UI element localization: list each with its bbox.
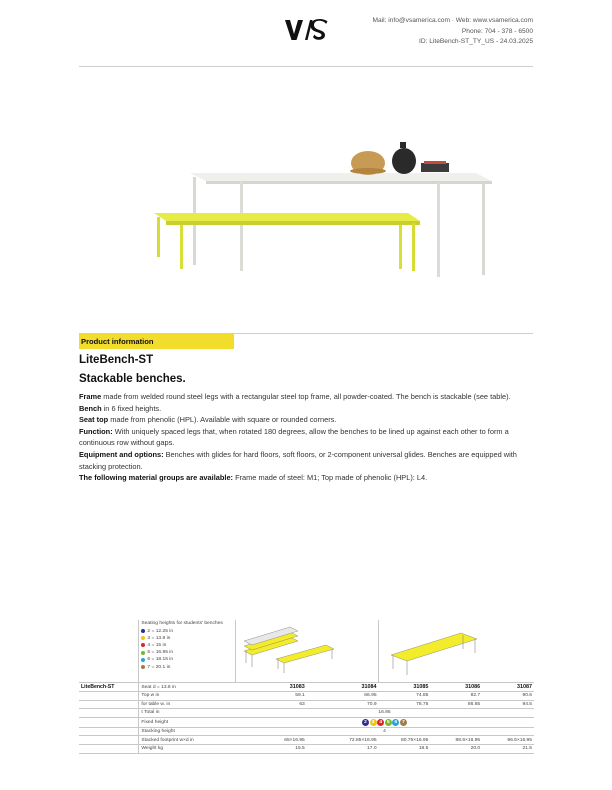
height-3-icon: 3 — [370, 719, 377, 726]
spec-row: Top w in 59.1 66.95 74.85 82.7 90.6 — [79, 692, 534, 701]
spec-row: t Total in 16.95 — [79, 709, 534, 718]
spec-row: Stacked footprint w×d in 65×16.95 72.85×16.95 80.75×16.95 88.6×16.95 96.5×16.95 — [79, 736, 534, 745]
height-item: 2 = 12.25 in — [141, 628, 232, 635]
single-bench-drawing — [379, 620, 534, 683]
height-2-icon: 2 — [362, 719, 369, 726]
height-dot-icon — [141, 643, 145, 647]
header-divider — [79, 66, 533, 67]
height-item: 4 = 15 in — [141, 642, 232, 649]
spec-header-row — [79, 620, 534, 683]
seating-heights-legend — [139, 620, 235, 683]
product-name: LiteBench-ST — [79, 354, 154, 366]
seating-heights-title: Seating heights for students' benches — [141, 621, 223, 626]
contact-block — [373, 16, 533, 48]
spec-product-label: LiteBench-ST — [79, 683, 139, 692]
spec-row: Fixed height 2 3 4 5 6 7 — [79, 717, 534, 727]
height-item: 5 = 16.95 in — [141, 649, 232, 656]
height-4-icon: 4 — [377, 719, 384, 726]
height-item: 3 = 13.8 in — [141, 635, 232, 642]
product-description — [79, 391, 534, 484]
contact-phone: Phone: 704 - 378 - 6500 — [461, 27, 533, 35]
spec-row: for table w. in 63 70.9 78.75 86.65 94.5 — [79, 700, 534, 709]
fixed-height-dots — [235, 717, 534, 727]
spec-table — [79, 620, 534, 754]
product-photo — [140, 135, 500, 285]
desc-bench: Bench in 6 fixed heights. — [79, 403, 162, 413]
product-tagline: Stackable benches. — [79, 373, 186, 385]
vs-logo — [283, 16, 329, 44]
height-dot-icon — [141, 665, 145, 669]
spec-row: Stacking height 4 — [79, 727, 534, 736]
desc-equipment: Equipment and options: Benches with glides for hard floors, soft floors, or 2-component universal glides. Benches are equipped with stacking protection. — [79, 449, 517, 471]
spec-row: LiteBench-ST Seat d = 13.8 in 31083 31084 31085 31086 31087 — [81, 684, 532, 690]
height-5-icon: 5 — [385, 719, 392, 726]
stacked-bench-icon — [238, 621, 348, 679]
stacked-bench-drawing — [235, 620, 379, 683]
height-dot-icon — [141, 651, 145, 655]
desc-materials: The following material groups are available: Frame made of steel: M1; Top made of phenolic (HPL): L4. — [79, 473, 428, 483]
height-dot-icon — [141, 636, 145, 640]
desc-frame: Frame made from welded round steel legs with a rectangular steel top frame, all powder-coated. The bench is stackable (see table). — [79, 392, 511, 401]
contact-mail-web: Mail: info@vsamerica.com · Web: www.vsamerica.com — [372, 17, 533, 24]
height-7-icon: 7 — [400, 719, 407, 726]
single-bench-icon — [381, 621, 501, 679]
document-id: ID: LiteBench-ST_TY_US - 24.03.2025 — [419, 38, 533, 45]
height-6-icon: 6 — [392, 719, 399, 726]
desc-seat-top: Seat top made from phenolic (HPL). Available with square or rounded corners. — [79, 415, 337, 425]
desc-function: Function: With uniquely spaced legs that, when rotated 180 degrees, allow the benches to be lined up against each other to form a continuous row without gaps. — [79, 426, 509, 448]
section-tag: Product information — [79, 334, 234, 349]
spec-row: Weight kg 15.5 17.0 18.5 20.0 21.5 — [79, 744, 534, 753]
height-item: 6 = 18.15 in — [141, 656, 232, 663]
height-dot-icon — [141, 629, 145, 633]
height-item: 7 = 20.1 in — [141, 663, 232, 670]
height-dot-icon — [141, 658, 145, 662]
